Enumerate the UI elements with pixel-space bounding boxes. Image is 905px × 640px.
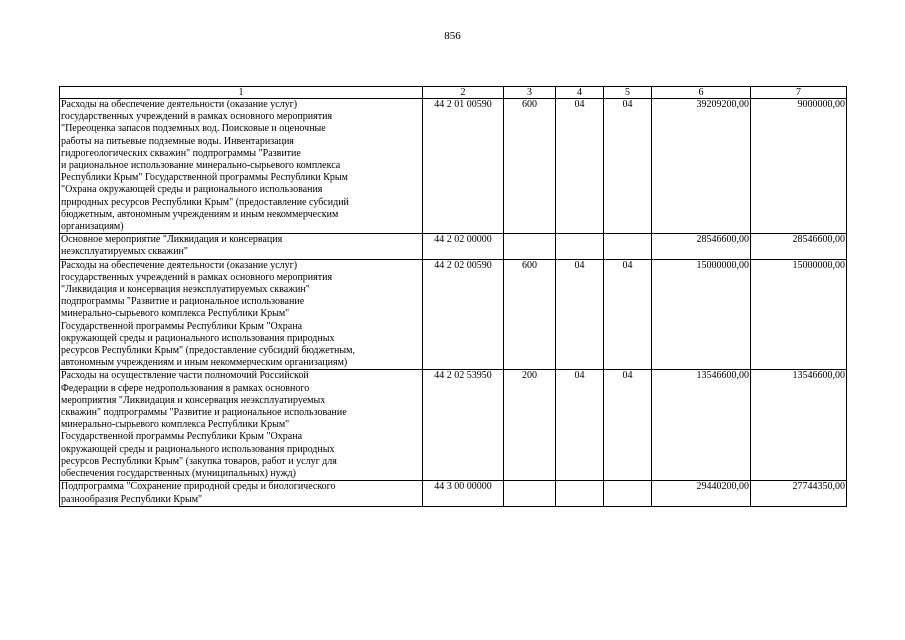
target-article-code: 44 2 02 00590 [423, 259, 504, 370]
expense-name-line: Расходы на обеспечение деятельности (оказание услуг) [61, 259, 298, 271]
expense-name-line: "Охрана окружающей среды и рационального использования [61, 184, 323, 196]
table-row [60, 259, 847, 370]
header-col-7: 7 [751, 87, 847, 99]
expense-name-line: Республики Крым" Государственной программы Республики Крым [61, 172, 348, 184]
expense-name-line: мероприятия "Ликвидация и консервация неэксплуатируемых [61, 394, 326, 406]
expense-name-line: обеспечения государственных (муниципальных) нужд) [61, 468, 296, 480]
amount-col-7: 9000000,00 [751, 99, 847, 234]
header-col-1: 1 [60, 87, 423, 99]
expense-name-cell [60, 99, 423, 234]
subsection-code [604, 481, 652, 506]
expense-name-cell [60, 370, 423, 481]
expense-name-line: государственных учреждений в рамках основного мероприятия [61, 111, 333, 123]
budget-table [59, 86, 847, 507]
expense-name-line: Расходы на осуществление части полномочий Российской [61, 370, 309, 382]
expense-type-code: 200 [504, 370, 556, 481]
expense-name-line: Федерации в сфере недропользования в рамках основного [61, 382, 310, 394]
expense-name-line: ресурсов Республики Крым" (предоставление субсидий бюджетным, [61, 345, 355, 357]
header-col-4: 4 [556, 87, 604, 99]
subsection-code: 04 [604, 370, 652, 481]
target-article-code: 44 2 01 00590 [423, 99, 504, 234]
expense-name-cell [60, 234, 423, 259]
page-number: 856 [444, 30, 461, 42]
expense-name-line: скважин" подпрограммы "Развитие и рациональное использование [61, 407, 347, 419]
expense-name-line: "Ликвидация и консервация неэксплуатируемых скважин" [61, 284, 310, 296]
expense-name-line: "Переоценка запасов подземных вод. Поисковые и оценочные [61, 123, 326, 135]
section-code [556, 234, 604, 259]
expense-name-line: гидрогеологических скважин" подпрограммы "Развитие [61, 147, 301, 159]
expense-type-code [504, 481, 556, 506]
expense-name-line: Основное мероприятие "Ликвидация и консервация [61, 234, 283, 246]
expense-name-line: Расходы на обеспечение деятельности (оказание услуг) [61, 99, 298, 110]
expense-name-line: автономным учреждениям и иным некоммерческим организациям) [61, 357, 348, 369]
expense-name-line: государственных учреждений в рамках основного мероприятия [61, 271, 333, 283]
expense-name-line: Государственной программы Республики Крым "Охрана [61, 431, 303, 443]
amount-col-6: 13546600,00 [652, 370, 751, 481]
expense-name-cell [60, 259, 423, 370]
expense-name-cell [60, 481, 423, 506]
amount-col-6: 28546600,00 [652, 234, 751, 259]
amount-col-6: 15000000,00 [652, 259, 751, 370]
subsection-code [604, 234, 652, 259]
amount-col-6: 29440200,00 [652, 481, 751, 506]
expense-name-line: организациям) [61, 221, 124, 233]
expense-name-line: окружающей среды и рационального использования природных [61, 332, 335, 344]
header-row [60, 87, 847, 99]
table-row [60, 234, 847, 259]
amount-col-7: 15000000,00 [751, 259, 847, 370]
expense-name-line: Государственной программы Республики Крым "Охрана [61, 320, 303, 332]
expense-name-line: работы на питьевые подземные воды. Инвентаризация [61, 135, 294, 147]
amount-col-7: 27744350,00 [751, 481, 847, 506]
expense-name-line: окружающей среды и рационального использования природных [61, 443, 335, 455]
expense-type-code: 600 [504, 99, 556, 234]
expense-name-line: неэксплуатируемых скважин" [61, 246, 188, 258]
expense-name-line: природных ресурсов Республики Крым" (предоставление субсидий [61, 196, 349, 208]
expense-type-code [504, 234, 556, 259]
header-col-3: 3 [504, 87, 556, 99]
amount-col-7: 13546600,00 [751, 370, 847, 481]
expense-name-line: бюджетным, автономным учреждениям и иным некоммерческим [61, 208, 339, 220]
subsection-code: 04 [604, 99, 652, 234]
section-code [556, 481, 604, 506]
expense-type-code: 600 [504, 259, 556, 370]
expense-name-line: Подпрограмма "Сохранение природной среды и биологического [61, 481, 336, 493]
table-row [60, 370, 847, 481]
table-row [60, 99, 847, 234]
expense-name-line: разнообразия Республики Крым" [61, 493, 203, 505]
section-code: 04 [556, 370, 604, 481]
section-code: 04 [556, 259, 604, 370]
expense-name-line: подпрограммы "Развитие и рациональное использование [61, 296, 305, 308]
expense-name-line: минерально-сырьевого комплекса Республики Крым" [61, 419, 290, 431]
header-col-2: 2 [423, 87, 504, 99]
target-article-code: 44 3 00 00000 [423, 481, 504, 506]
amount-col-7: 28546600,00 [751, 234, 847, 259]
header-col-6: 6 [652, 87, 751, 99]
expense-name-line: минерально-сырьевого комплекса Республики Крым" [61, 308, 290, 320]
table-row [60, 481, 847, 506]
section-code: 04 [556, 99, 604, 234]
header-col-5: 5 [604, 87, 652, 99]
expense-name-line: и рациональное использование минерально-сырьевого комплекса [61, 160, 341, 172]
target-article-code: 44 2 02 53950 [423, 370, 504, 481]
expense-name-line: ресурсов Республики Крым" (закупка товаров, работ и услуг для [61, 455, 337, 467]
target-article-code: 44 2 02 00000 [423, 234, 504, 259]
subsection-code: 04 [604, 259, 652, 370]
amount-col-6: 39209200,00 [652, 99, 751, 234]
